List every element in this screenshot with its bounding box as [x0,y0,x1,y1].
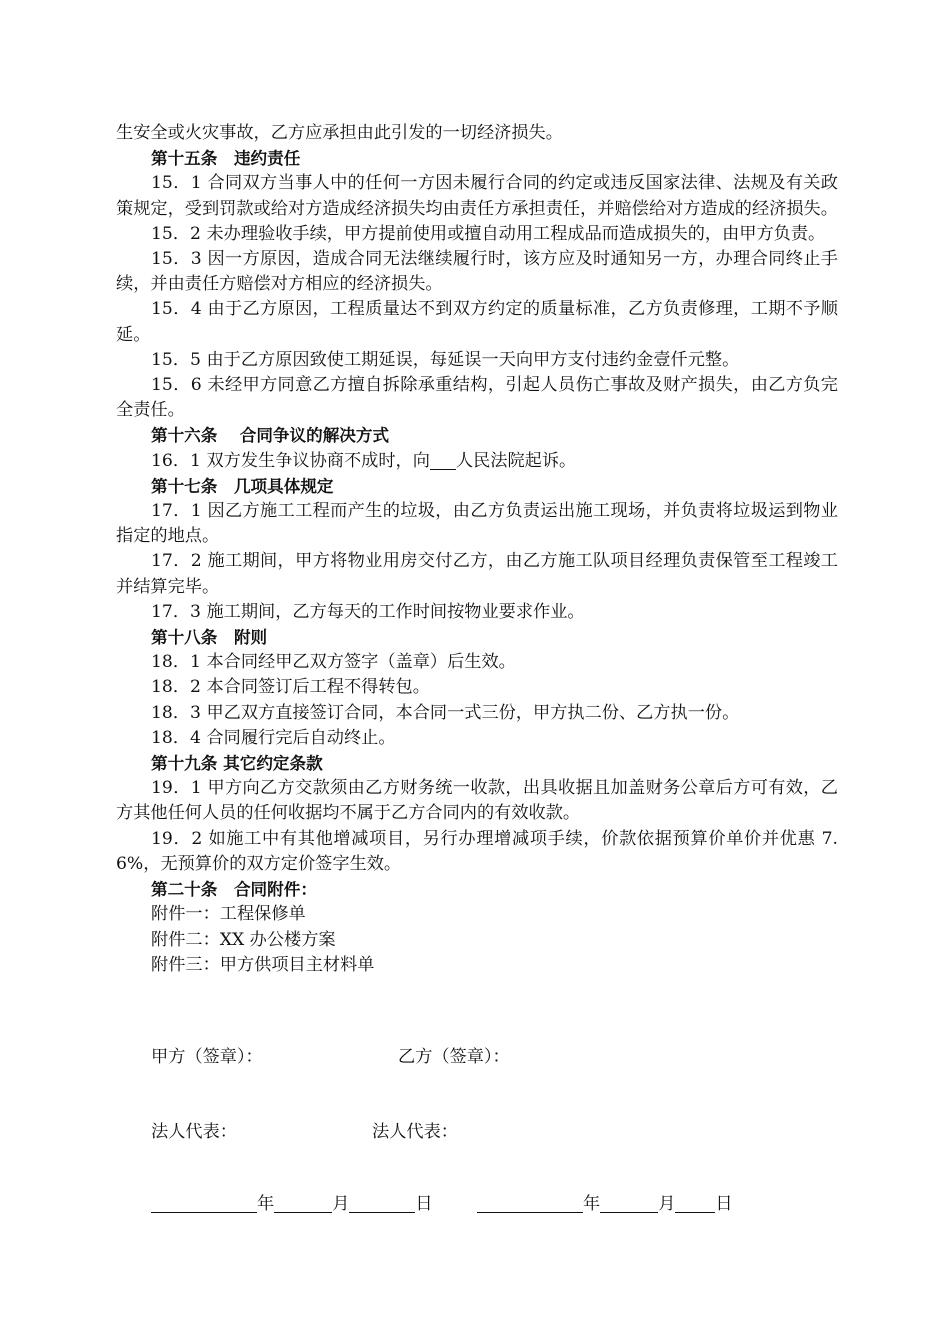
day-label: 日 [715,1194,733,1214]
clause-18-4: 18．4 合同履行完后自动终止。 [151,727,396,748]
month-label: 月 [332,1194,350,1214]
clause-18-3: 18．3 甲乙双方直接签订合同，本合同一式三份，甲方执二份、乙方执一份。 [151,702,740,723]
clause-15-4: 15．4 由于乙方原因，工程质量达不到双方约定的质量标准，乙方负责修理，工期不予顺延。 [116,299,838,345]
clause-17-2: 17．2 施工期间，甲方将物业用房交付乙方，由乙方施工队项目经理负责保管至工程竣工并结算完毕。 [116,551,838,597]
article-heading-15: 第十五条 违约责任 [151,149,301,169]
month-blank [600,1194,658,1213]
paragraph: 生安全或火灾事故，乙方应承担由此引发的一切经济损失。 [116,123,563,143]
clause-15-6: 15．6 未经甲方同意乙方擅自拆除承重结构，引起人员伤亡事故及财产损失，由乙方负完全责任。 [116,375,838,421]
month-label: 月 [658,1194,676,1214]
clause-17-3: 17．3 施工期间，乙方每天的工作时间按物业要求作业。 [151,601,585,622]
month-blank [274,1194,332,1213]
year-label: 年 [257,1194,275,1214]
party-a-legal-rep-label: 法人代表： [151,1122,237,1142]
article-heading-18: 第十八条 附则 [151,628,268,648]
attachment-2: 附件二：XX 办公楼方案 [151,929,336,950]
article-heading-16: 第十六条 合同争议的解决方式 [151,426,390,446]
attachment-3: 附件三：甲方供项目主材料单 [151,954,375,975]
clause-16-1-text-a: 16．1 双方发生争议协商不成时，向 [151,450,430,471]
article-heading-19: 第十九条 其它约定条款 [151,754,323,774]
clause-17-1: 17．1 因乙方施工工程而产生的垃圾，由乙方负责运出施工现场，并负责将垃圾运到物业指定的地点。 [116,501,838,547]
clause-16-1 [116,449,838,474]
year-label: 年 [583,1194,601,1214]
year-blank [151,1194,257,1213]
day-blank [349,1194,415,1213]
clause-18-2: 18．2 本合同签订后工程不得转包。 [151,677,430,698]
clause-15-1: 15．1 合同双方当事人中的任何一方因未履行合同的约定或违反国家法律、法规及有关政策规定，受到罚款或给对方造成经济损失均由责任方承担责任，并赔偿给对方造成的经济损失。 [116,173,838,219]
party-b-signature-label: 乙方（签章）： [398,1047,510,1067]
clause-15-5: 15．5 由于乙方原因致使工期延误，每延误一天向甲方支付违约金壹仟元整。 [151,349,740,370]
clause-19-1: 19．1 甲方向乙方交款须由乙方财务统一收款，出具收据且加盖财务公章后方可有效，乙方其他任何人员的任何收据均不属于乙方合同内的有效收款。 [116,778,838,824]
attachment-1: 附件一：工程保修单 [151,904,306,925]
clause-15-3: 15．3 因一方原因，造成合同无法继续履行时，该方应及时通知另一方，办理合同终止手续，并由责任方赔偿对方相应的经济损失。 [116,249,838,295]
party-a-signature-label: 甲方（签章）： [151,1047,263,1067]
court-blank-field [430,451,456,470]
clause-15-2: 15．2 未办理验收手续，甲方提前使用或擅自动用工程成品而造成损失的，由甲方负责。 [151,223,826,244]
clause-18-1: 18．1 本合同经甲乙双方签字（盖章）后生效。 [151,652,516,673]
contract-body [116,121,838,978]
day-label: 日 [415,1194,433,1214]
clause-16-1-text-b: 人民法院起诉。 [455,450,577,471]
party-b-legal-rep-label: 法人代表： [372,1122,458,1142]
article-heading-20: 第二十条 合同附件： [151,880,317,900]
clause-19-2: 19．2 如施工中有其他增减项目，另行办理增减项手续，价款依据预算价单价并优惠 7.6%，无预算价的双方定价签字生效。 [116,828,838,874]
year-blank [477,1194,583,1213]
party-b-date-line [477,1192,733,1217]
party-a-date-line [151,1192,433,1217]
article-heading-17: 第十七条 几项具体规定 [151,476,334,496]
day-blank [675,1194,715,1213]
